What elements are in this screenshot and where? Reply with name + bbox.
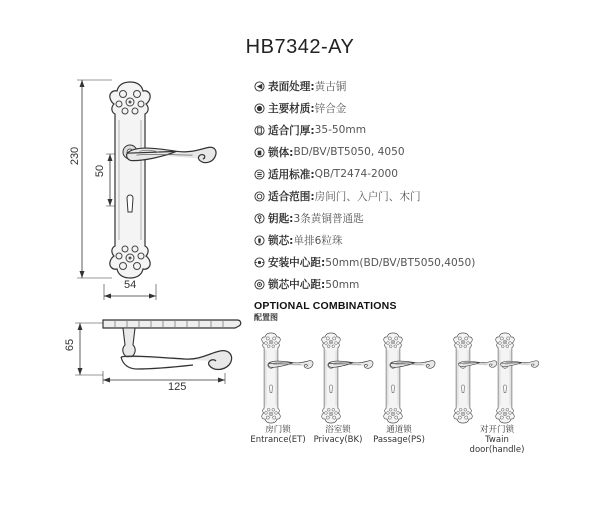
spec-value: 单排6粒珠 bbox=[293, 235, 343, 248]
spec-value: 黄古铜 bbox=[314, 80, 347, 93]
spec-label: 适合范围: bbox=[268, 191, 315, 204]
surface-icon bbox=[254, 81, 265, 92]
dimension-projection: 65 bbox=[64, 338, 77, 352]
spec-key bbox=[254, 208, 594, 230]
spec-center-distance bbox=[254, 252, 594, 274]
spec-label: 表面处理: bbox=[268, 80, 315, 93]
optional-combinations-title: OPTIONAL COMBINATIONS bbox=[254, 300, 397, 312]
center-distance-icon bbox=[254, 257, 265, 268]
spec-lock-body bbox=[254, 141, 594, 163]
spec-value: 50mm(BD/BV/BT5050,4050) bbox=[325, 256, 476, 269]
spec-surface bbox=[254, 75, 594, 97]
dimension-height: 230 bbox=[69, 146, 82, 166]
scope-icon bbox=[254, 191, 265, 202]
spec-label: 适合门厚: bbox=[268, 124, 315, 137]
combination-cn: 通道锁 bbox=[386, 425, 412, 435]
combination-en: Twain door(handle) bbox=[469, 435, 525, 455]
spec-label: 钥匙: bbox=[268, 213, 294, 226]
side-view-drawing bbox=[75, 315, 255, 405]
spec-list bbox=[254, 75, 594, 296]
material-icon bbox=[254, 103, 265, 114]
core-distance-icon bbox=[254, 279, 265, 290]
key-icon bbox=[254, 213, 265, 224]
spec-label: 锁芯: bbox=[268, 235, 294, 248]
combination-passage-label bbox=[359, 425, 439, 445]
spec-label: 锁体: bbox=[268, 146, 294, 159]
combination-en: Passage(PS) bbox=[373, 435, 425, 445]
combination-passage-drawing bbox=[380, 330, 440, 425]
combination-cn: 对开门锁 bbox=[479, 425, 514, 435]
spec-label: 适用标准: bbox=[268, 168, 315, 181]
spec-value: 锌合金 bbox=[314, 102, 347, 115]
spec-cylinder bbox=[254, 230, 594, 252]
product-model: HB7342-AY bbox=[245, 36, 355, 58]
spec-value: BD/BV/BT5050, 4050 bbox=[293, 146, 405, 159]
spec-label: 锁芯中心距: bbox=[268, 279, 326, 292]
combination-en: Privacy(BK) bbox=[313, 435, 363, 445]
combination-privacy-drawing bbox=[318, 330, 378, 425]
combination-twain-door-drawing bbox=[450, 330, 545, 425]
dimension-length: 125 bbox=[168, 381, 187, 393]
dimension-center: 50 bbox=[94, 164, 107, 178]
combination-cn: 浴室锁 bbox=[325, 425, 351, 435]
spec-value: 50mm bbox=[325, 278, 360, 291]
spec-standard bbox=[254, 163, 594, 185]
optional-combinations-subtitle: 配置图 bbox=[254, 313, 278, 322]
lock-body-icon bbox=[254, 147, 265, 158]
front-view-drawing bbox=[70, 70, 250, 310]
door-thickness-icon bbox=[254, 125, 265, 136]
standard-icon bbox=[254, 169, 265, 180]
spec-scope bbox=[254, 185, 594, 207]
dimension-width: 54 bbox=[124, 279, 137, 291]
combination-cn: 房门锁 bbox=[265, 425, 291, 435]
spec-material bbox=[254, 97, 594, 119]
spec-core-distance bbox=[254, 274, 594, 296]
spec-value: 房间门、入户门、木门 bbox=[314, 191, 421, 204]
spec-value: 35-50mm bbox=[314, 124, 367, 137]
spec-label: 安装中心距: bbox=[268, 257, 326, 270]
spec-label: 主要材质: bbox=[268, 102, 315, 115]
cylinder-icon bbox=[254, 235, 265, 246]
spec-door-thickness bbox=[254, 119, 594, 141]
spec-value: 3条黄铜普通匙 bbox=[293, 213, 364, 226]
combination-entrance-drawing bbox=[258, 330, 318, 425]
spec-value: QB/T2474-2000 bbox=[314, 168, 399, 181]
combination-en: Entrance(ET) bbox=[250, 435, 306, 445]
combination-twain-door-label bbox=[457, 425, 537, 455]
